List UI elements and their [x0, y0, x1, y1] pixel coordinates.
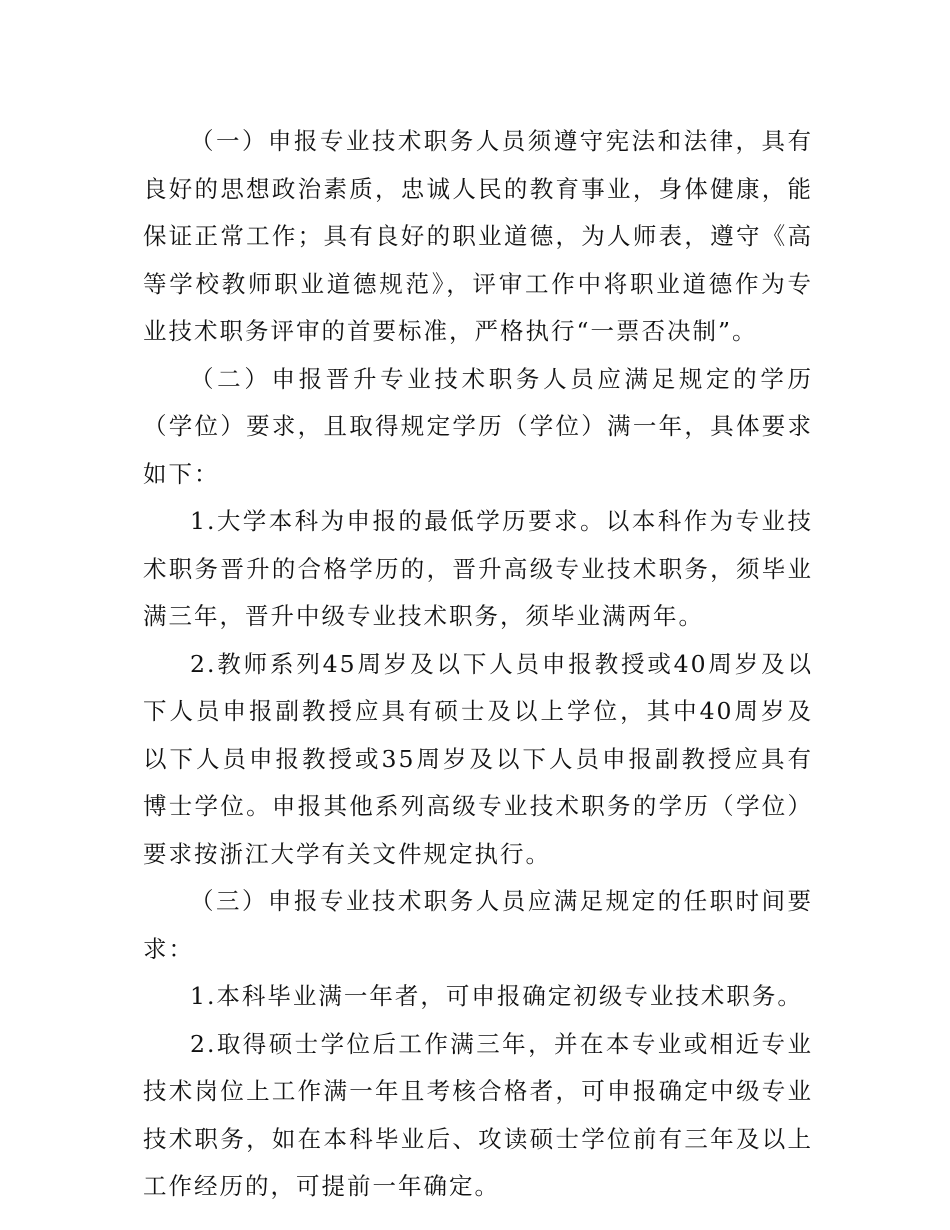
paragraph-4-teacher-series-degrees: 2.教师系列45周岁及以下人员申报教授或40周岁及以下人员申报副教授应具有硕士及以上学位，其中40周岁及以下人员申报教授或35周岁及以下人员申报副教授应具有博士学位。申报其他系列高级专业技术职务的学历（学位）要求按浙江大学有关文件规定执行。 [143, 649, 813, 868]
paragraph-5-tenure-requirements: （三）申报专业技术职务人员应满足规定的任职时间要求： [143, 887, 813, 963]
paragraph-1-moral-requirements: （一）申报专业技术职务人员须遵守宪法和法律，具有良好的思想政治素质，忠诚人民的教育事业，身体健康，能保证正常工作；具有良好的职业道德，为人师表，遵守《高等学校教师职业道德规范》，评审工作中将职业道德作为专业技术职务评审的首要标准，严格执行“一票否决制”。 [143, 127, 813, 345]
paragraph-3-bachelor-minimum: 1.大学本科为申报的最低学历要求。以本科作为专业技术职务晋升的合格学历的，晋升高级专业技术职务，须毕业满三年，晋升中级专业技术职务，须毕业满两年。 [143, 507, 813, 630]
paragraph-2-degree-requirements: （二）申报晋升专业技术职务人员应满足规定的学历（学位）要求，且取得规定学历（学位）满一年，具体要求如下： [143, 364, 813, 488]
paragraph-7-intermediate-title: 2.取得硕士学位后工作满三年，并在本专业或相近专业技术岗位上工作满一年且考核合格者，可申报确定中级专业技术职务，如在本科毕业后、攻读硕士学位前有三年及以上工作经历的，可提前一年确定。 [143, 1029, 813, 1200]
document-body [143, 118, 813, 1211]
paragraph-6-junior-title: 1.本科毕业满一年者，可申报确定初级专业技术职务。 [190, 982, 803, 1010]
